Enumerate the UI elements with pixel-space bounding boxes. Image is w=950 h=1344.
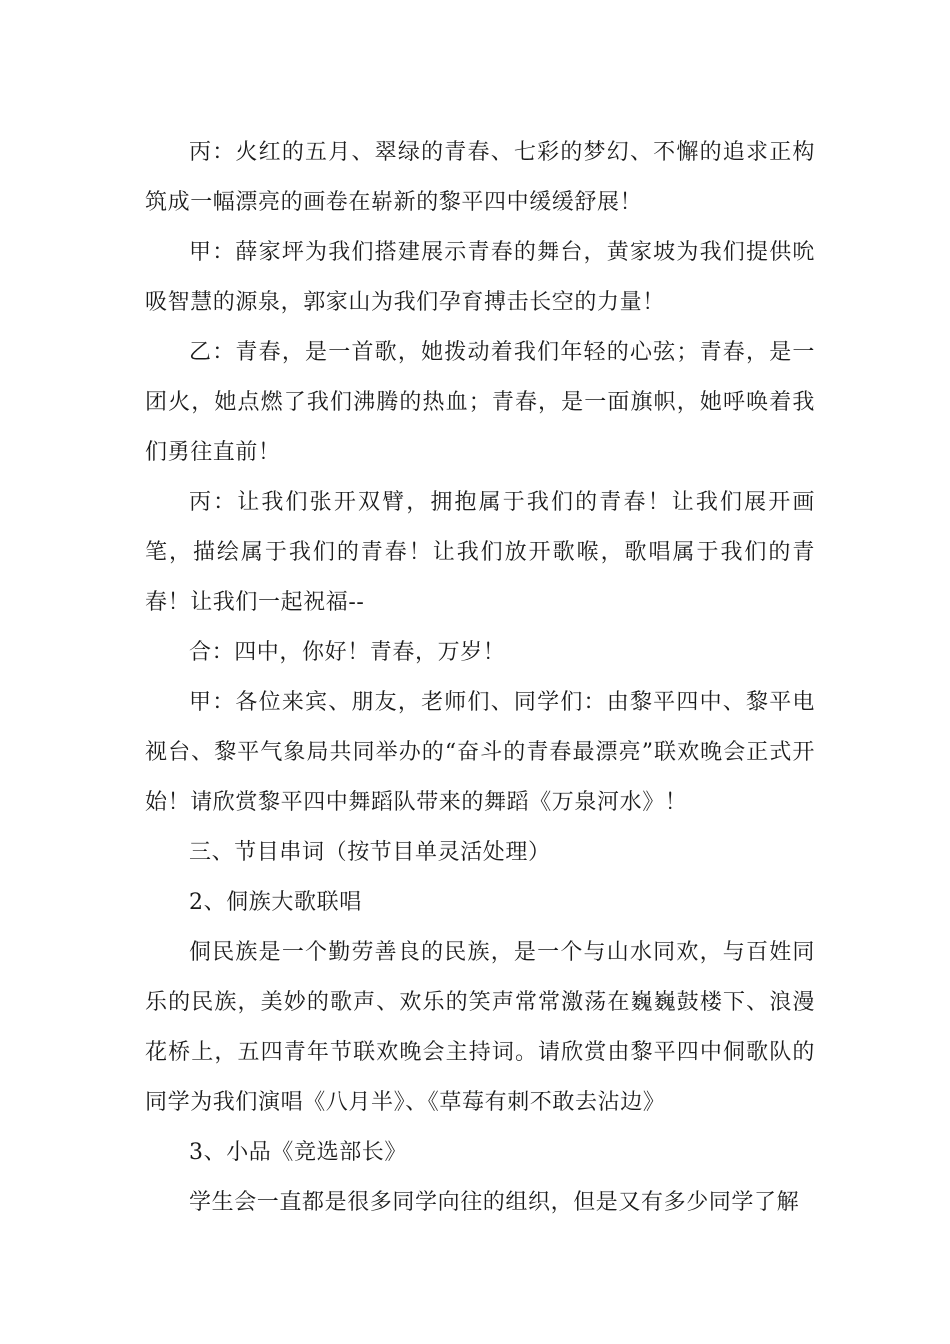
paragraph-dong-people: 侗民族是一个勤劳善良的民族，是一个与山水同欢，与百姓同乐的民族，美妙的歌声、欢乐的笑声常常激荡在巍巍鼓楼下、浪漫花桥上，五四青年节联欢晚会主持词。请欣赏由黎平四中侗歌队的同学为我们演唱《八月半》、《草莓有刺不敢去沾边》: [145, 940, 815, 1115]
paragraph-jia-announcement: 甲：各位来宾、朋友，老师们、同学们：由黎平四中、黎平电视台、黎平气象局共同举办的“奋斗的青春最漂亮”联欢晚会正式开始！请欣赏黎平四中舞蹈队带来的舞蹈《万泉河水》！: [145, 690, 815, 815]
paragraph-bing-opening: 丙：火红的五月、翠绿的青春、七彩的梦幻、不懈的追求正构筑成一幅漂亮的画卷在崭新的黎平四中缓缓舒展！: [145, 140, 815, 215]
section-heading-program-lines: 三、节目串词（按节目单灵活处理）: [189, 840, 551, 865]
paragraph-yi-youth: 乙：青春，是一首歌，她拨动着我们年轻的心弦；青春，是一团火，她点燃了我们沸腾的热血；青春，是一面旗帜，她呼唤着我们勇往直前！: [145, 340, 815, 465]
item-heading-dong-songs: 2、侗族大歌联唱: [189, 890, 362, 915]
paragraph-student-union: 学生会一直都是很多同学向往的组织，但是又有多少同学了解: [189, 1190, 800, 1215]
paragraph-together: 合：四中，你好！青春，万岁！: [189, 640, 506, 665]
item-heading-sketch: 3、小品《竞选部长》: [189, 1140, 407, 1165]
document-body: [145, 128, 815, 1228]
paragraph-bing-embrace: 丙：让我们张开双臂，拥抱属于我们的青春！让我们展开画笔，描绘属于我们的青春！让我们放开歌喉，歌唱属于我们的青春！让我们一起祝福--: [145, 490, 815, 615]
paragraph-jia-stage: 甲：薛家坪为我们搭建展示青春的舞台，黄家坡为我们提供吮吸智慧的源泉，郭家山为我们孕育搏击长空的力量！: [145, 240, 815, 315]
